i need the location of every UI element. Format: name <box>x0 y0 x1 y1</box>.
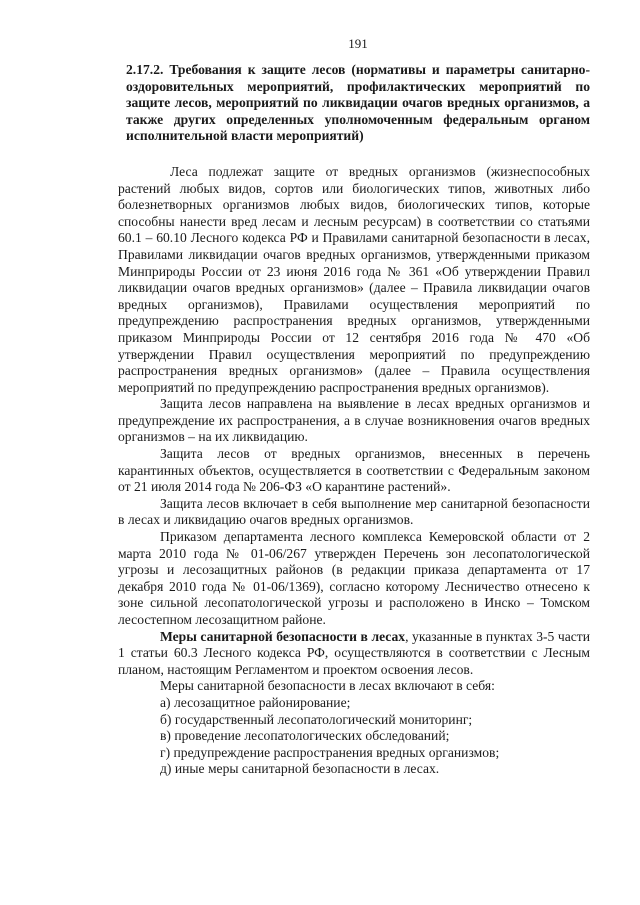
paragraph-sanitary-measures <box>118 629 590 679</box>
paragraph-measures-intro: Меры санитарной безопасности в лесах включают в себя: <box>160 678 495 694</box>
page-number: 191 <box>348 36 368 51</box>
paragraph-protection-aim: Защита лесов направлена на выявление в лесах вредных организмов и предупреждение их распространения, а в случае возникновения очагов вредных организмов – на их ликвидацию. <box>118 396 590 445</box>
list-item: д) иные меры санитарной безопасности в лесах. <box>160 761 440 777</box>
paragraph-forest-protection-basis: Леса подлежат защите от вредных организмов (жизнеспособных растений любых видов, сортов или биологических типов, животных либо болезнетворных организмов любых видов, биологических типов, которые способны нанести вред лесам и лесным ресурсам) в соответствии со статьями 60.1 – 60.10 Лесного кодекса РФ и Правилами санитарной безопасности в лесах, Правилами ликвидации очагов вредных организмов, утвержденными приказом Минприроды России от 23 июня 2016 года № 361 «Об утверждении Правил ликвидации очагов вредных организмов» (далее – Правила ликвидации очагов вредных организмов), Правилами осуществления мероприятий по предупреждению распространения вредных организмов, утвержденными приказом Минприроды России от 12 сентября 2016 года № 470 «Об утверждении Правил осуществления мероприятий по предупреждению распространения вредных организмов» (далее – Правила осуществления мероприятий по предупреждению распространения вредных организмов). <box>118 163 590 395</box>
paragraph-protection-includes: Защита лесов включает в себя выполнение мер санитарной безопасности в лесах и ликвидацию очагов вредных организмов. <box>118 495 590 528</box>
measures-list <box>118 695 590 778</box>
list-item: а) лесозащитное районирование; <box>160 694 351 710</box>
section-heading: 2.17.2. Требования к защите лесов (нормативы и параметры санитарно-оздоровительных мероприятий, профилактических мероприятий по защите лесов, мероприятий по ликвидации очагов вредных организмов, а также других определенных уполномоченным федеральным органом исполнительной власти мероприятий) <box>126 62 590 144</box>
list-item: б) государственный лесопатологический мониторинг; <box>160 711 473 727</box>
paragraph-department-order: Приказом департамента лесного комплекса Кемеровской области от 2 марта 2010 года № 01-06/267 утвержден Перечень зон лесопатологической угрозы и лесозащитных районов (в редакции приказа департамента от 17 декабря 2010 года № 01-06/1369), согласно которому Лесничество отнесено к зоне сильной лесопатологической угрозы и расположено в Инско – Томском лесостепном лесозащитном районе. <box>118 529 590 627</box>
sanitary-measures-rest: , указанные в пунктах 3-5 части 1 статьи 60.3 Лесного кодекса РФ, осуществляются в соответствии с Лесным планом, настоящим Регламентом и проектом освоения лесов. <box>118 628 590 677</box>
paragraph-quarantine: Защита лесов от вредных организмов, внесенных в перечень карантинных объектов, осуществляется в соответствии с Федеральным законом от 21 июля 2014 года № 206-ФЗ «О карантине растений». <box>118 446 590 495</box>
sanitary-measures-lead: Меры санитарной безопасности в лесах <box>160 628 406 644</box>
list-item: г) предупреждение распространения вредных организмов; <box>160 744 500 760</box>
list-item: в) проведение лесопатологических обследований; <box>160 728 450 744</box>
